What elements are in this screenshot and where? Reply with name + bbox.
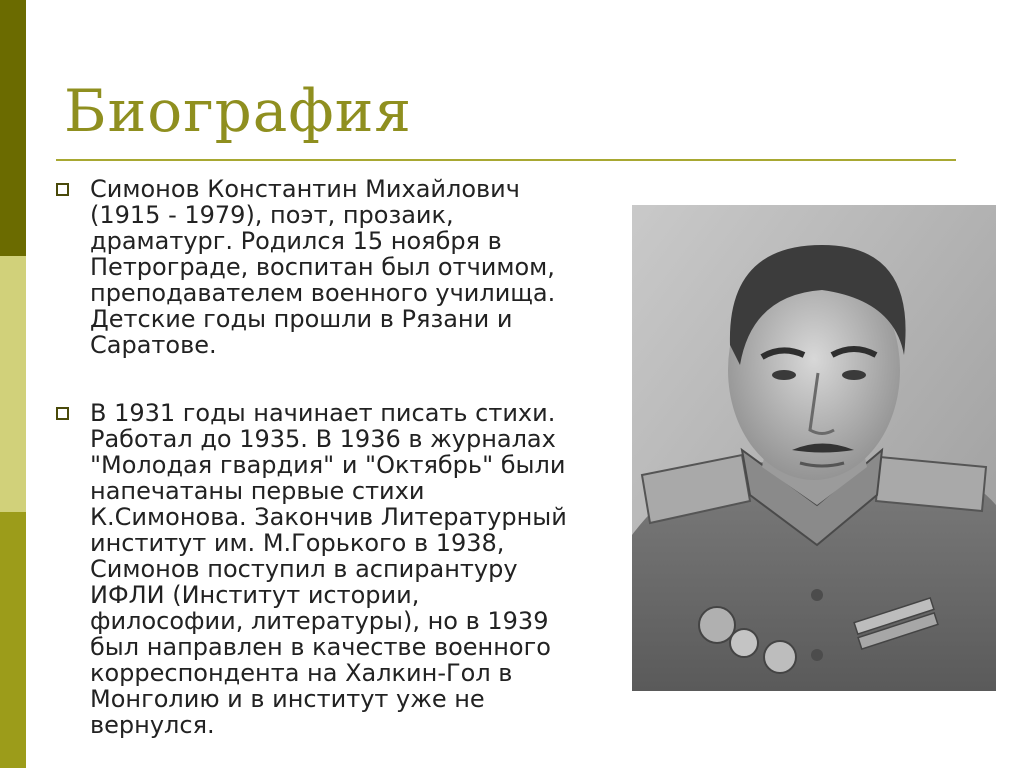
bullet-item [56,176,626,358]
bullet-list [56,176,626,738]
square-bullet-icon [56,407,69,420]
square-bullet-icon [56,183,69,196]
decor-stripe-middle [0,256,26,512]
bullet-item [56,400,626,738]
title-divider [56,159,956,161]
decor-stripe-bottom [0,512,26,768]
portrait-photo [632,205,996,691]
slide-title: Биография [64,77,412,145]
decor-stripe-top [0,0,26,256]
bullet-text: В 1931 годы начинает писать стихи. Работал до 1935. В 1936 в журналах "Молодая гвардия" и "Октябрь" были напечатаны первые стихи К.Симонова. Закончив Литературный институт им. М.Горького в 1938, Симонов поступил в аспирантуру ИФЛИ (Институт истории, философии, литературы), но в 1939 был направлен в качестве военного корреспондента на Халкин-Гол в Монголию и в институт уже не вернулся. [90,399,567,739]
bullet-text: Симонов Константин Михайлович (1915 - 1979), поэт, прозаик, драматург. Родился 15 ноября в Петрограде, воспитан был отчимом, преподавателем военного училища. Детские годы прошли в Рязани и Саратове. [90,175,556,359]
